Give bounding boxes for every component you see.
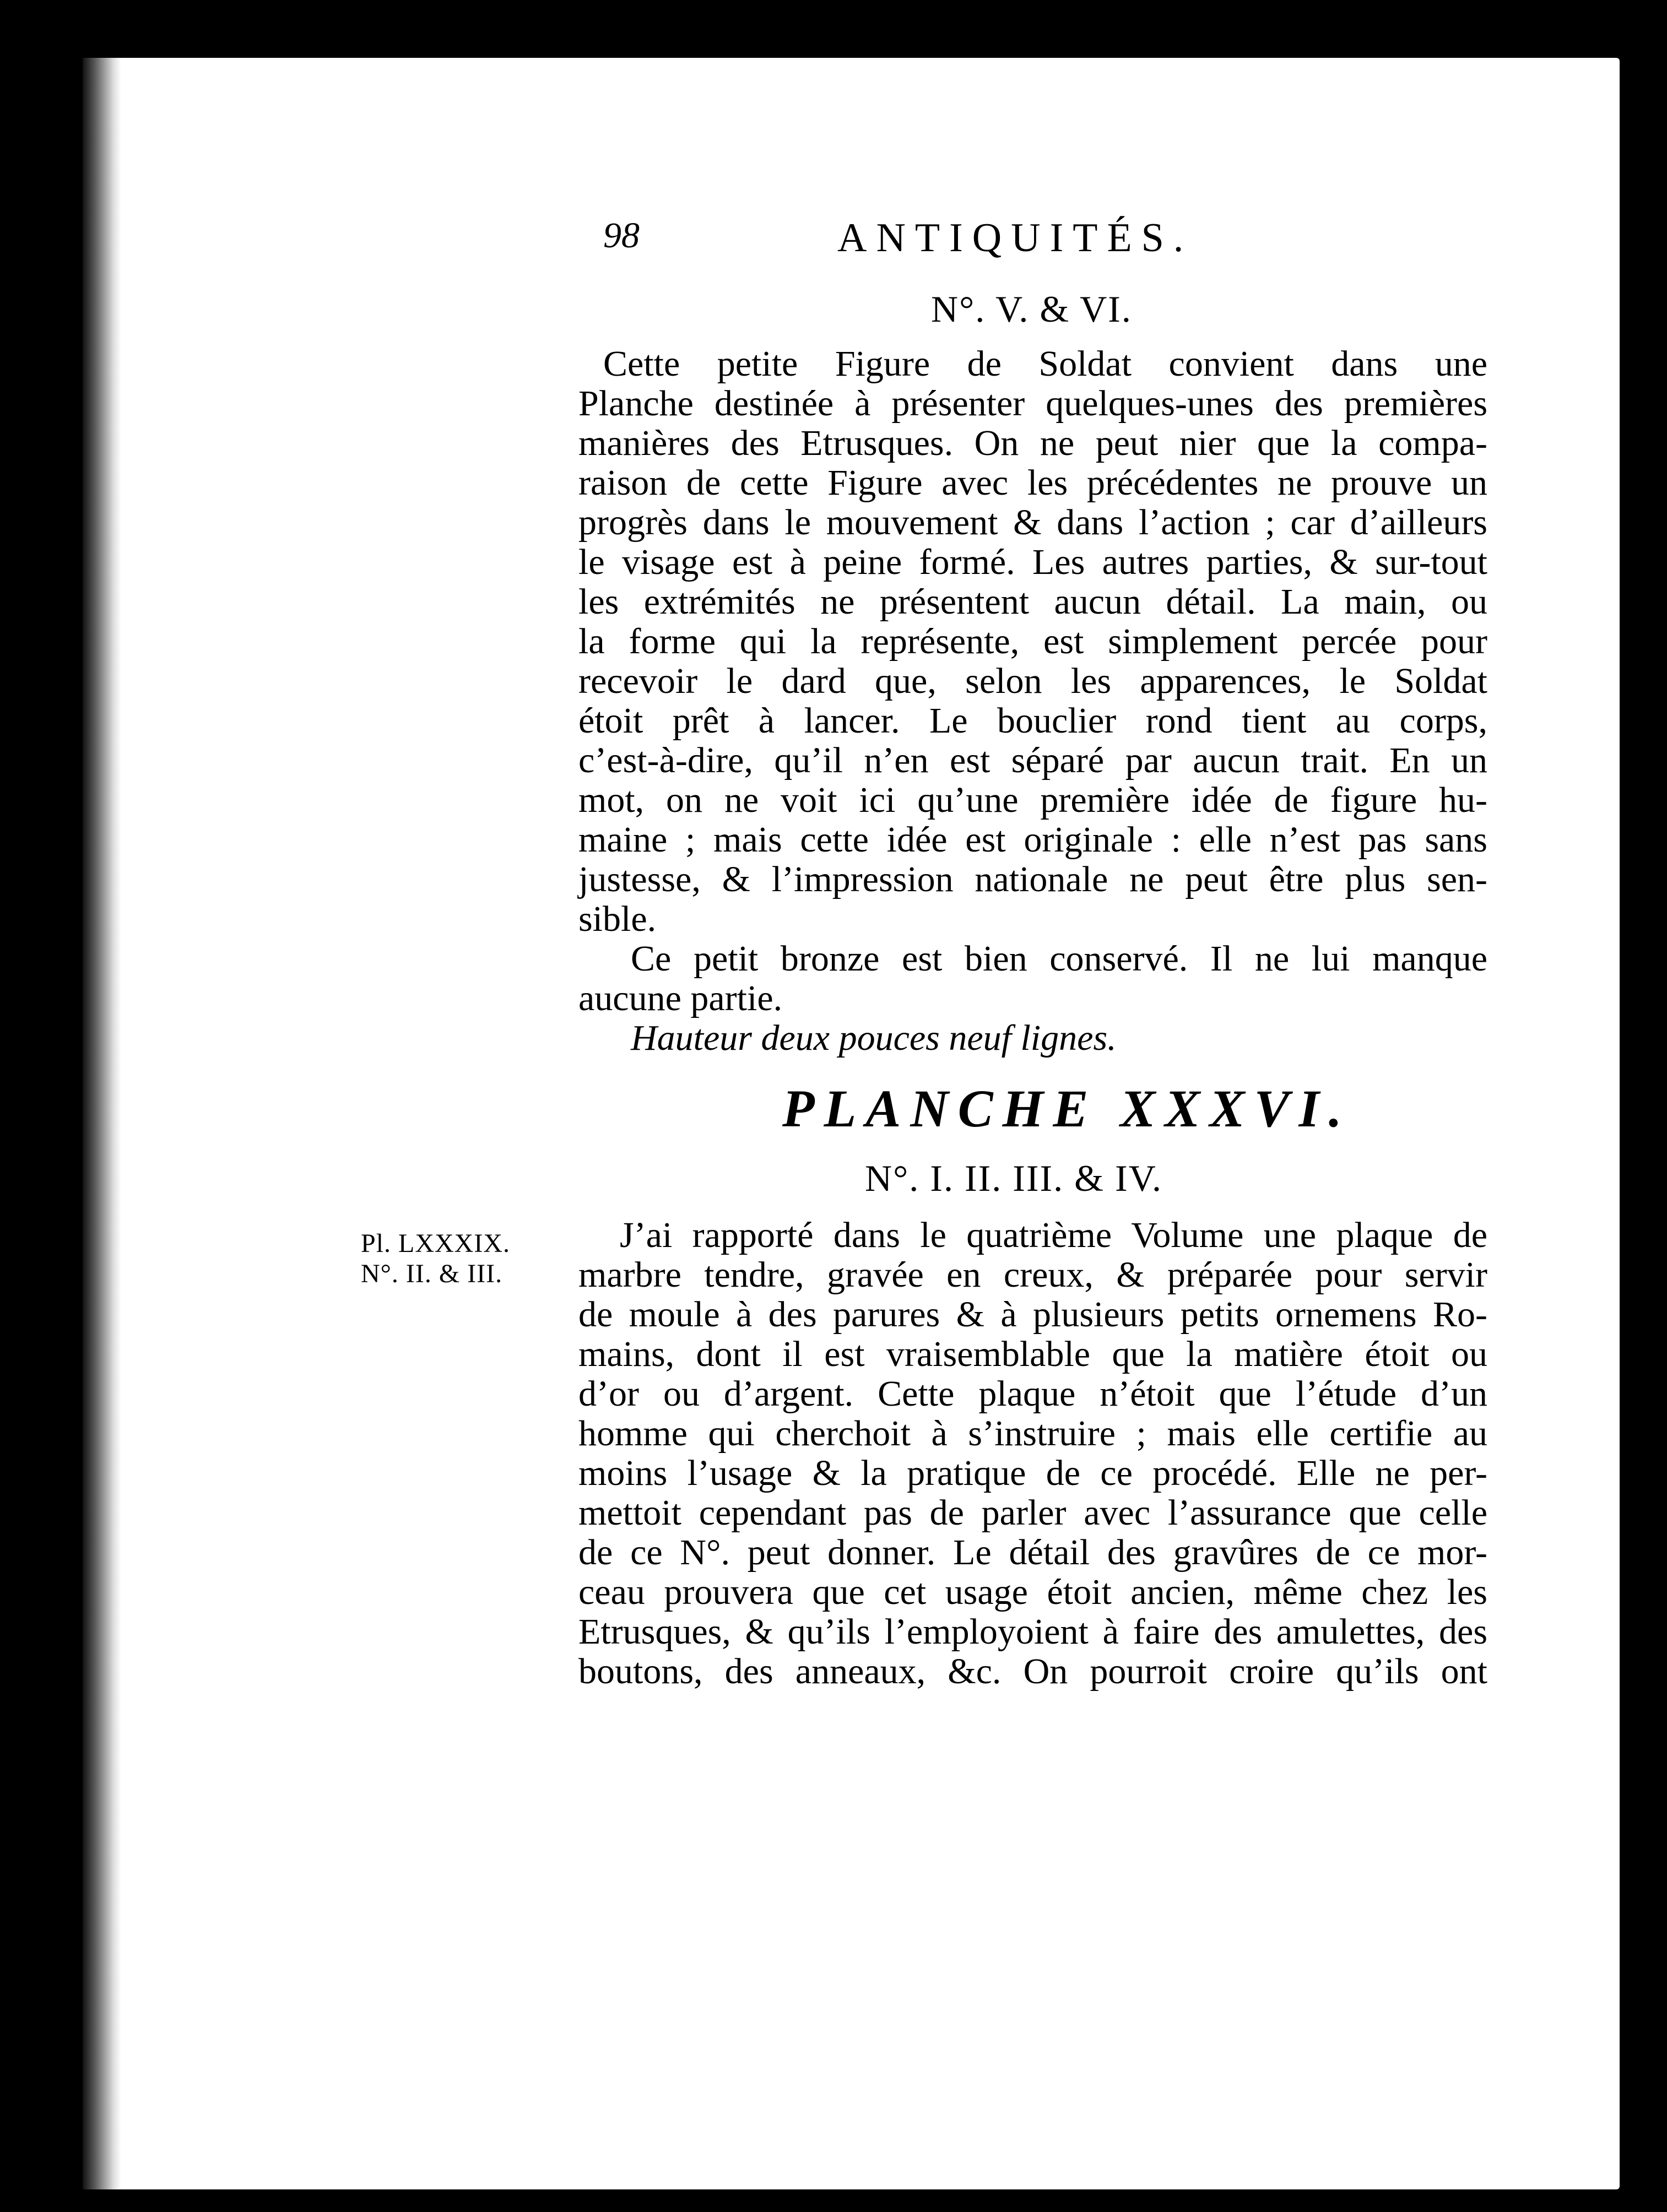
text-line: progrès dans le mouvement & dans l’action ; car d’ailleurs <box>578 502 1487 543</box>
text-line: étoit prêt à lancer. Le bouclier rond tient au corps, <box>578 701 1487 741</box>
text-line: mot, on ne voit ici qu’une première idée de figure hu- <box>578 780 1487 820</box>
text-line: les extrémités ne présentent aucun détail. La main, ou <box>578 582 1487 622</box>
book-spine-shadow <box>83 58 121 2189</box>
section-heading-v-vi: N°. V. & VI. <box>931 288 1132 330</box>
text-line: de moule à des parures & à plusieurs petits ornemens Ro- <box>578 1294 1487 1335</box>
text-line: recevoir le dard que, selon les apparences, le Soldat <box>578 661 1487 701</box>
text-line: de ce N°. peut donner. Le détail des gravûres de ce mor- <box>578 1532 1487 1573</box>
margin-note-plate-ref: Pl. LXXXIX. <box>361 1229 510 1258</box>
text-line: J’ai rapporté dans le quatrième Volume une plaque de <box>620 1215 1487 1255</box>
text-line: justesse, & l’impression nationale ne peut être plus sen- <box>578 859 1487 899</box>
text-line: sible. <box>578 899 657 939</box>
text-line: mettoit cependant pas de parler avec l’assurance que celle <box>578 1493 1487 1533</box>
text-line: mains, dont il est vraisemblable que la matière étoit ou <box>578 1334 1487 1374</box>
text-line: Cette petite Figure de Soldat convient dans une <box>603 344 1487 384</box>
text-line: maine ; mais cette idée est originale : elle n’est pas sans <box>578 820 1487 860</box>
page-number: 98 <box>603 215 640 256</box>
text-line: moins l’usage & la pratique de ce procédé. Elle ne per- <box>578 1453 1487 1493</box>
text-line: la forme qui la représente, est simplement percée pour <box>578 621 1487 662</box>
margin-note-numbers: N°. II. & III. <box>361 1259 503 1288</box>
dimensions-note: Hauteur deux pouces neuf lignes. <box>631 1018 1117 1058</box>
text-line: ceau prouvera que cet usage étoit ancien, même chez les <box>578 1572 1487 1612</box>
text-line: le visage est à peine formé. Les autres parties, & sur-tout <box>578 542 1487 582</box>
section-heading-i-iv: N°. I. II. III. & IV. <box>865 1157 1163 1199</box>
text-line: marbre tendre, gravée en creux, & préparée pour servir <box>578 1255 1487 1295</box>
text-line: raison de cette Figure avec les précédentes ne prouve un <box>578 463 1487 503</box>
text-line: manières des Etrusques. On ne peut nier que la compa- <box>578 423 1487 463</box>
paragraph-conservation <box>578 939 1487 1058</box>
text-line: boutons, des anneaux, &c. On pourroit croire qu’ils ont <box>578 1651 1487 1691</box>
text-line: aucune partie. <box>578 978 783 1018</box>
paragraph-soldier-figure <box>578 344 1487 939</box>
text-line: Ce petit bronze est bien conservé. Il ne lui manque <box>631 939 1487 979</box>
running-title: ANTIQUITÉS. <box>837 215 1193 261</box>
text-line: Planche destinée à présenter quelques-unes des premières <box>578 383 1487 424</box>
text-line: homme qui cherchoit à s’instruire ; mais elle certifie au <box>578 1413 1487 1454</box>
text-line: c’est-à-dire, qu’il n’en est séparé par aucun trait. En un <box>578 740 1487 780</box>
plate-title: PLANCHE XXXVI. <box>782 1079 1351 1138</box>
paragraph-marble-plaque <box>578 1216 1487 1691</box>
text-line: Etrusques, & qu’ils l’employoient à faire des amulettes, des <box>578 1612 1487 1652</box>
text-line: d’or ou d’argent. Cette plaque n’étoit que l’étude d’un <box>578 1374 1487 1414</box>
